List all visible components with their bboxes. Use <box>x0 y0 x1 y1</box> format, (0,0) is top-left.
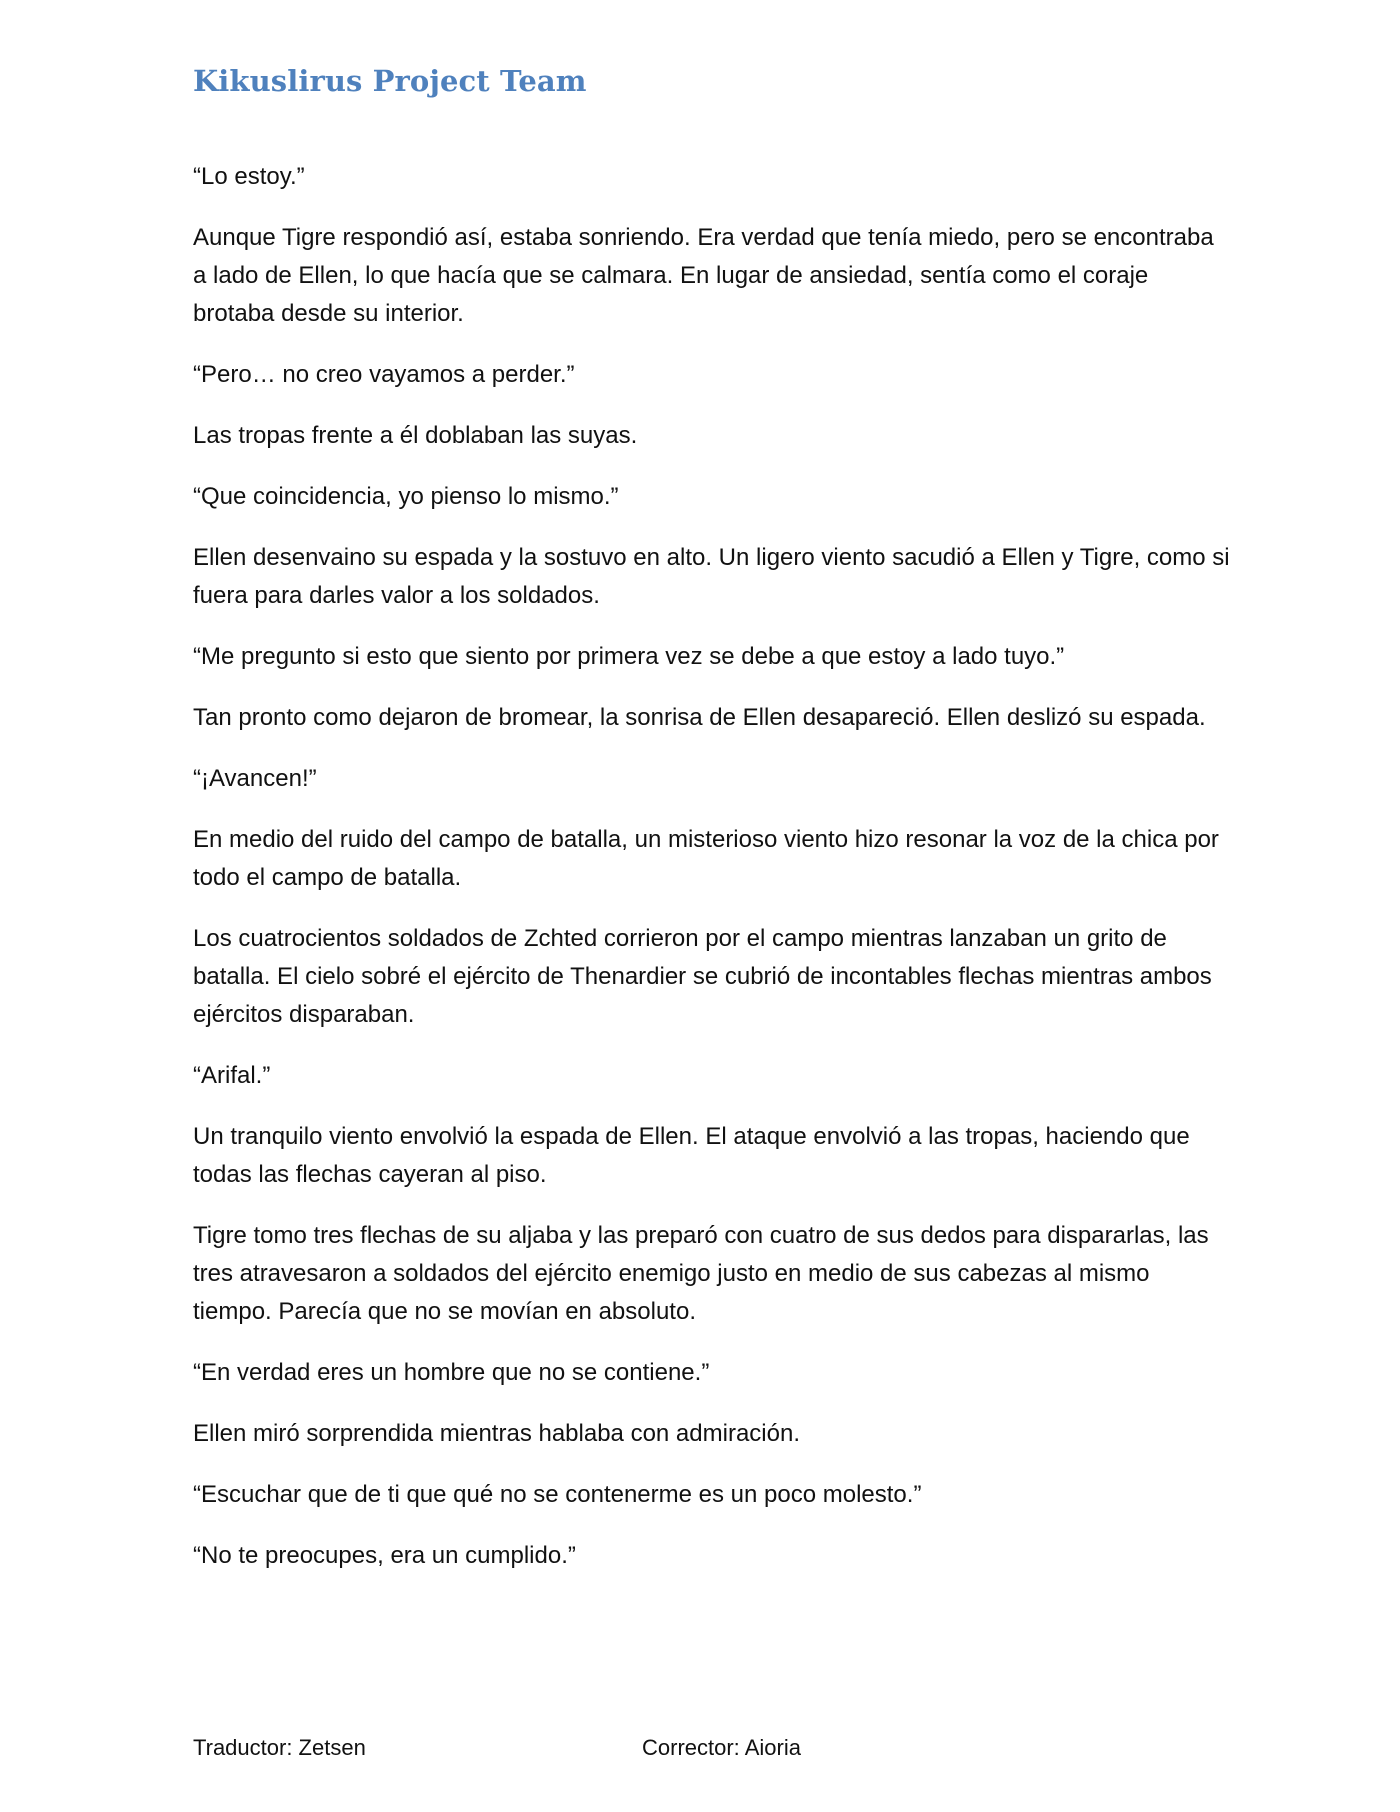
paragraph: Los cuatrocientos soldados de Zchted corrieron por el campo mientras lanzaban un grito de batalla. El cielo sobré el ejército de Thenardier se cubrió de incontables flechas mientras ambos ejércitos disparaban. <box>193 925 1212 1028</box>
body-text <box>193 158 1233 1598</box>
paragraph: Aunque Tigre respondió así, estaba sonriendo. Era verdad que tenía miedo, pero se encontraba a lado de Ellen, lo que hacía que se calmara. En lugar de ansiedad, sentía como el coraje brotaba desde su interior. <box>193 224 1214 327</box>
footer-corrector: Corrector: Aioria <box>642 1735 801 1760</box>
paragraph: “Pero… no creo vayamos a perder.” <box>193 361 575 388</box>
paragraph: Ellen miró sorprendida mientras hablaba con admiración. <box>193 1420 800 1447</box>
paragraph: Las tropas frente a él doblaban las suyas. <box>193 422 638 449</box>
paragraph: “Me pregunto si esto que siento por primera vez se debe a que estoy a lado tuyo.” <box>193 643 1065 670</box>
paragraph: “Que coincidencia, yo pienso lo mismo.” <box>193 483 619 510</box>
paragraph: “No te preocupes, era un cumplido.” <box>193 1542 576 1569</box>
footer-translator: Traductor: Zetsen <box>193 1735 366 1760</box>
paragraph: “¡Avancen!” <box>193 765 317 792</box>
paragraph: En medio del ruido del campo de batalla, un misterioso viento hizo resonar la voz de la chica por todo el campo de batalla. <box>193 826 1219 891</box>
page-footer <box>193 1735 1233 1765</box>
paragraph: Tan pronto como dejaron de bromear, la sonrisa de Ellen desapareció. Ellen deslizó su espada. <box>193 704 1206 731</box>
paragraph: Un tranquilo viento envolvió la espada de Ellen. El ataque envolvió a las tropas, haciendo que todas las flechas cayeran al piso. <box>193 1123 1190 1188</box>
header-title: Kikuslirus Project Team <box>193 64 587 98</box>
paragraph: “En verdad eres un hombre que no se contiene.” <box>193 1359 710 1386</box>
paragraph: “Lo estoy.” <box>193 163 305 190</box>
paragraph: “Escuchar que de ti que qué no se contenerme es un poco molesto.” <box>193 1481 922 1508</box>
paragraph: Ellen desenvaino su espada y la sostuvo en alto. Un ligero viento sacudió a Ellen y Tigre, como si fuera para darles valor a los soldados. <box>193 544 1230 609</box>
paragraph: “Arifal.” <box>193 1062 271 1089</box>
paragraph: Tigre tomo tres flechas de su aljaba y las preparó con cuatro de sus dedos para dispararlas, las tres atravesaron a soldados del ejército enemigo justo en medio de sus cabezas al mismo tiempo. Parecía que no se movían en absoluto. <box>193 1222 1209 1325</box>
